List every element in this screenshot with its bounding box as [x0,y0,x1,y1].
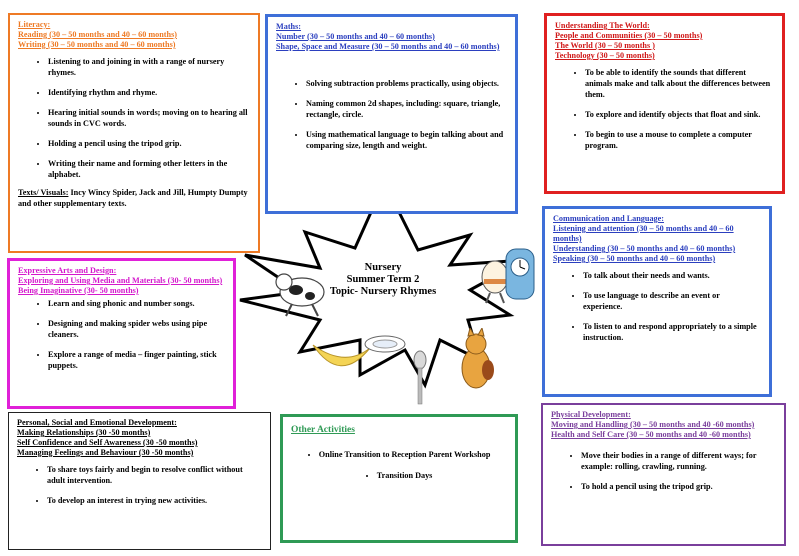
cl-subheading-understanding: Understanding (30 – 50 months and 40 – 60 months) [553,244,736,253]
list-item: • Solving subtraction problems practically, using objects. [306,78,507,89]
list-item: • Writing their name and forming other letters in the alphabet. [48,158,250,180]
list-item: • Online Transition to Reception Parent Workshop [291,449,507,460]
list-item: • Holding a pencil using the tripod grip. [48,138,250,149]
pd-heading [551,410,776,440]
literacy-bullet-list [18,56,250,180]
other-activities-panel [280,414,518,543]
literacy-heading [18,20,250,50]
communication-language-panel [542,206,772,397]
clock-icon [500,245,540,305]
literacy-subheading-writing: Writing (30 – 50 months and 40 – 60 months) [18,40,176,49]
psed-title: Personal, Social and Emotional Development: [17,418,177,427]
literacy-subheading-reading: Reading (30 – 50 months and 40 – 60 months) [18,30,177,39]
list-item: • To hold a pencil using the tripod grip. [581,481,776,492]
utw-title: Understanding The World: [555,21,650,30]
list-item: • To use language to describe an event or experience. [583,290,761,312]
texts-value: Incy Wincy Spider, Jack and Jill, Humpty Dumpty and other supplementary texts. [18,188,248,208]
cl-heading [553,214,761,264]
utw-bullet-list [555,67,774,151]
center-title-line-2: Summer Term 2 [346,274,420,285]
psed-heading [17,418,262,458]
expressive-arts-panel [7,258,236,409]
maths-heading [276,22,507,52]
pd-subheading-health: Health and Self Care (30 – 50 months and 40 -60 months) [551,430,751,439]
cl-bullet-list [553,270,761,343]
texts-label: Texts/ Visuals: [18,188,69,197]
list-item: • Hearing initial sounds in words; moving on to hearing all sounds in CVC words. [48,107,250,129]
center-title-line-3: Topic- Nursery Rhymes [329,286,437,297]
list-item: • To begin to use a mouse to complete a computer program. [585,129,774,151]
list-item: • Explore a range of media – finger painting, stick puppets. [48,349,225,371]
maths-subheading-number: Number (30 – 50 months and 40 – 60 months) [276,32,435,41]
list-item: • Move their bodies in a range of different ways; for example: rolling, crawling, running. [581,450,776,472]
pd-subheading-moving: Moving and Handling (30 – 50 months and 40 -60 months) [551,420,755,429]
maths-panel [265,14,518,214]
list-item: • To develop an interest in trying new activities. [47,495,262,506]
utw-subheading-world: The World (30 – 50 months ) [555,41,655,50]
ead-subheading-imaginative: Being Imaginative (30- 50 months) [18,286,139,295]
list-item: • Identifying rhythm and rhyme. [48,87,250,98]
literacy-panel [8,13,260,253]
cl-subheading-listening: Listening and attention (30 – 50 months and 40 – 60 months) [553,224,734,243]
utw-subheading-people: People and Communities (30 – 50 months) [555,31,703,40]
maths-title: Maths: [276,22,302,31]
cat-fiddle-icon [448,328,503,398]
list-item: • Listening to and joining in with a range of nursery rhymes. [48,56,250,78]
utw-subheading-technology: Technology (30 – 50 months) [555,51,655,60]
literacy-title: Literacy: [18,20,51,29]
dish-icon [360,330,410,360]
list-item: • Naming common 2d shapes, including: square, triangle, rectangle, circle. [306,98,507,120]
physical-development-panel [541,403,786,546]
ead-subheading-media: Exploring and Using Media and Materials (30- 50 months) [18,276,223,285]
pd-title: Physical Development: [551,410,631,419]
other-activities-heading: Other Activities [291,425,355,435]
psed-bullet-list [17,464,262,506]
utw-heading [555,21,774,61]
list-item: • Learn and sing phonic and number songs. [48,298,225,309]
cl-title: Communication and Language: [553,214,665,223]
ead-bullet-list [18,298,225,371]
list-item: • To be able to identify the sounds that different animals make and talk about the differences between them. [585,67,774,100]
literacy-texts [18,187,250,209]
psed-subheading-confidence: Self Confidence and Self Awareness (30 -50 months) [17,438,198,447]
center-title [318,262,448,298]
list-item: • To share toys fairly and begin to resolve conflict without adult intervention. [47,464,262,486]
maths-bullet-list [276,78,507,151]
maths-subheading-shape: Shape, Space and Measure (30 – 50 months and 40 – 60 months) [276,42,500,51]
psed-subheading-relationships: Making Relationships (30 -50 months) [17,428,151,437]
list-item: • To listen to and respond appropriately to a simple instruction. [583,321,761,343]
ead-heading [18,266,225,296]
psed-panel [8,412,271,550]
pd-bullet-list [551,450,776,492]
center-title-line-1: Nursery [364,262,402,273]
psed-subheading-feelings: Managing Feelings and Behaviour (30 -50 months) [17,448,194,457]
list-item: • Designing and making spider webs using pipe cleaners. [48,318,225,340]
list-item: • To explore and identify objects that float and sink. [585,109,774,120]
list-item: • Using mathematical language to begin talking about and comparing size, length and weight. [306,129,507,151]
cl-subheading-speaking: Speaking (30 – 50 months and 40 – 60 months) [553,254,716,263]
other-activities-list [291,449,507,481]
understanding-world-panel [544,13,785,194]
list-item: • Transition Days [291,470,507,481]
list-item: • To talk about their needs and wants. [583,270,761,281]
ead-title: Expressive Arts and Design: [18,266,117,275]
